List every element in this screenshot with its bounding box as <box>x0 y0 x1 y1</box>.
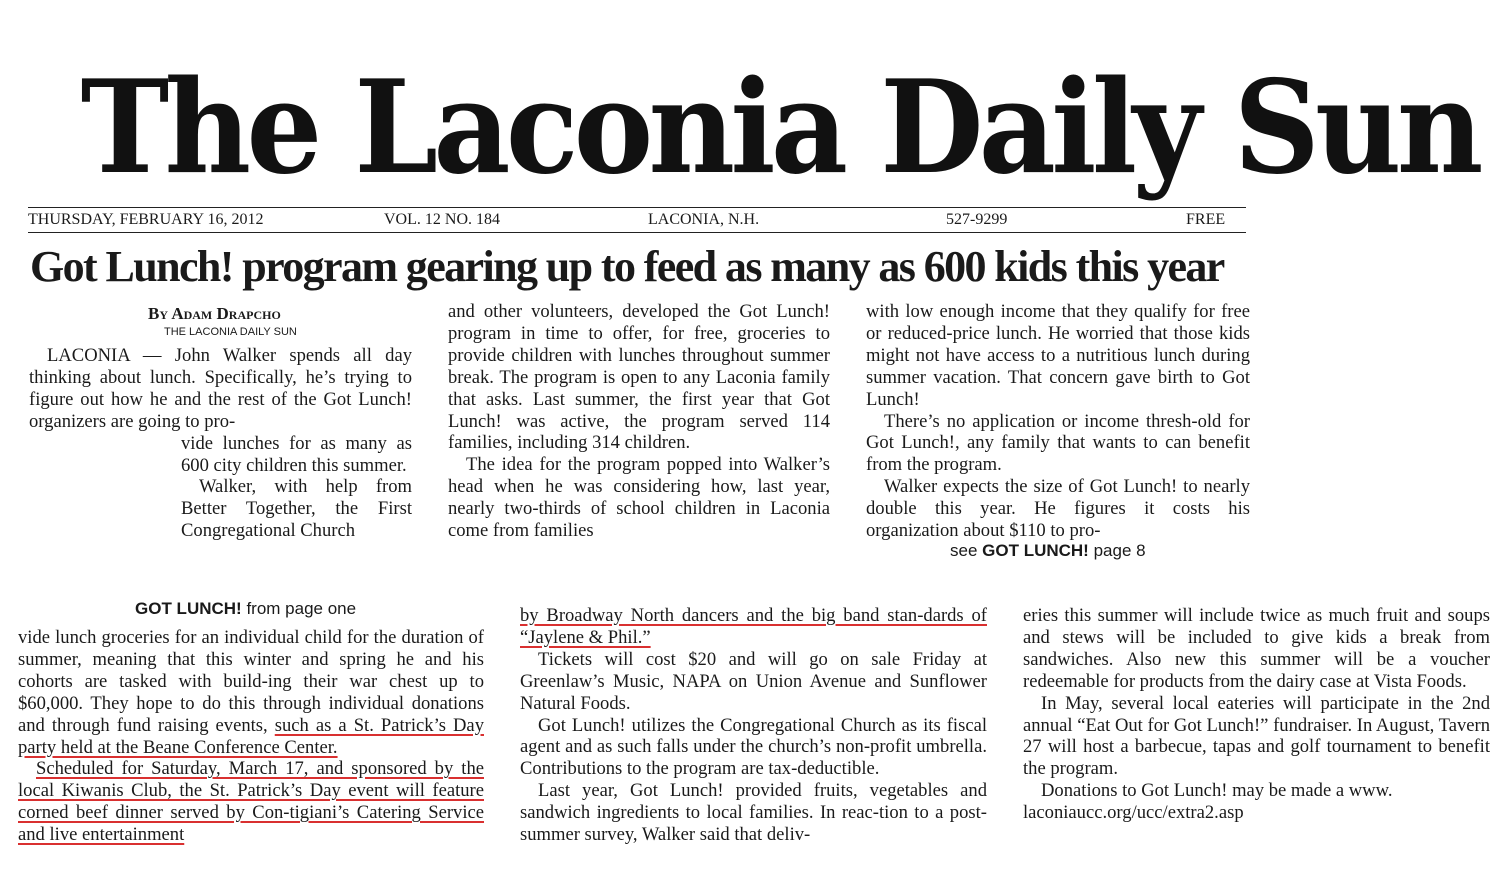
jump-prefix: see <box>950 541 983 560</box>
paragraph: In May, several local eateries will participate in the 2nd annual “Eat Out for Got Lunch!” fundraiser. In August, Tavern 27 will host a barbecue, tapas and golf tournament to benefit the program. <box>1023 692 1490 780</box>
jump-suffix: page 8 <box>1088 541 1146 560</box>
byline: By Adam Drapcho <box>148 304 281 323</box>
paragraph <box>520 605 987 649</box>
issue-date: THURSDAY, FEBRUARY 16, 2012 <box>28 211 264 228</box>
article-column-2 <box>448 301 830 542</box>
paragraph: vide lunches for as many as 600 city children this summer. <box>181 432 412 476</box>
jump-keyword: GOT LUNCH! <box>135 599 242 618</box>
paragraph: eries this summer will include twice as much fruit and soups and stews will be included to give kids a break from sandwiches. Also new this summer will be a voucher redeemable for products from the dairy case at Vista Foods. <box>1023 605 1490 692</box>
continuation-column-2 <box>520 605 987 846</box>
jump-suffix: from page one <box>241 599 357 618</box>
issue-location: LACONIA, N.H. <box>648 211 760 228</box>
jump-from-line <box>135 599 356 619</box>
paragraph <box>18 758 484 846</box>
jump-keyword: GOT LUNCH! <box>982 541 1089 560</box>
issue-volume: VOL. 12 NO. 184 <box>384 211 500 228</box>
paragraph-text: vide lunch groceries for an individual child for the duration of summer, meaning that this winter and spring he and his cohorts are tasked with build-ing their war chest up to $60,000. They hope to do this through individual donations and through fund raising events, <box>18 627 484 736</box>
paragraph: Last year, Got Lunch! provided fruits, vegetables and sandwich ingredients to local families. In reac-tion to a post-summer survey, Walker said that deliv- <box>520 780 987 846</box>
dateline-bar <box>28 207 1246 233</box>
continuation-column-1 <box>18 627 484 846</box>
paragraph: Walker expects the size of Got Lunch! to nearly double this year. He figures it costs his organization about $110 to pro- <box>866 476 1250 542</box>
byline-organization: THE LACONIA DAILY SUN <box>164 326 297 338</box>
newspaper-title: The Laconia Daily Sun <box>80 53 1479 203</box>
paragraph: Tickets will cost $20 and will go on sale Friday at Greenlaw’s Music, NAPA on Union Avenue and Sunflower Natural Foods. <box>520 648 987 714</box>
paragraph <box>18 627 484 758</box>
underlined-text: by Broadway North dancers and the big band stan-dards of “Jaylene & Phil.” <box>520 605 987 648</box>
jump-see-line <box>950 541 1146 561</box>
paragraph: with low enough income that they qualify for free or reduced-price lunch. He worried that those kids might not have access to a nutritious lunch during summer vacation. That concern gave birth to Got Lunch! <box>866 301 1250 410</box>
continuation-column-3 <box>1023 605 1490 824</box>
paragraph: LACONIA — John Walker spends all day thinking about lunch. Specifically, he’s trying to figure out how he and the rest of the Got Lunch! organizers are going to pro- <box>29 345 412 432</box>
paragraph: Donations to Got Lunch! may be made a www. laconiaucc.org/ucc/extra2.asp <box>1023 780 1393 824</box>
article-column-1 <box>29 345 412 542</box>
underlined-text: Scheduled for Saturday, March 17, and sponsored by the local Kiwanis Club, the St. Patrick’s Day event will feature corned beef dinner served by Con-tigiani’s Catering Service and live entertainment <box>18 758 484 846</box>
paragraph: Walker, with help from Better Together, the First Congregational Church <box>181 476 412 542</box>
paragraph: The idea for the program popped into Walker’s head when he was considering how, last year, nearly two-thirds of school children in Laconia come from families <box>448 454 830 542</box>
article-headline: Got Lunch! program gearing up to feed as many as 600 kids this year <box>30 242 1224 291</box>
masthead <box>28 52 1479 204</box>
paragraph: Got Lunch! utilizes the Congregational Church as its fiscal agent and as such falls under the church’s non-profit umbrella. Contributions to the program are tax-deductible. <box>520 714 987 780</box>
article-column-3 <box>866 301 1250 542</box>
issue-price: FREE <box>1186 211 1226 228</box>
paragraph: and other volunteers, developed the Got Lunch! program in time to offer, for free, groceries to provide children with lunches throughout summer break. The program is open to any Laconia family that asks. Last summer, the first year that Got Lunch! was active, the program served 114 families, including 314 children. <box>448 301 830 454</box>
issue-phone: 527-9299 <box>946 211 1008 228</box>
paragraph: There’s no application or income thresh-old for Got Lunch!, any family that wants to can benefit from the program. <box>866 410 1250 476</box>
underlined-text: such as a St. Patrick’s Day party held at the Beane Conference Center. <box>18 714 484 758</box>
